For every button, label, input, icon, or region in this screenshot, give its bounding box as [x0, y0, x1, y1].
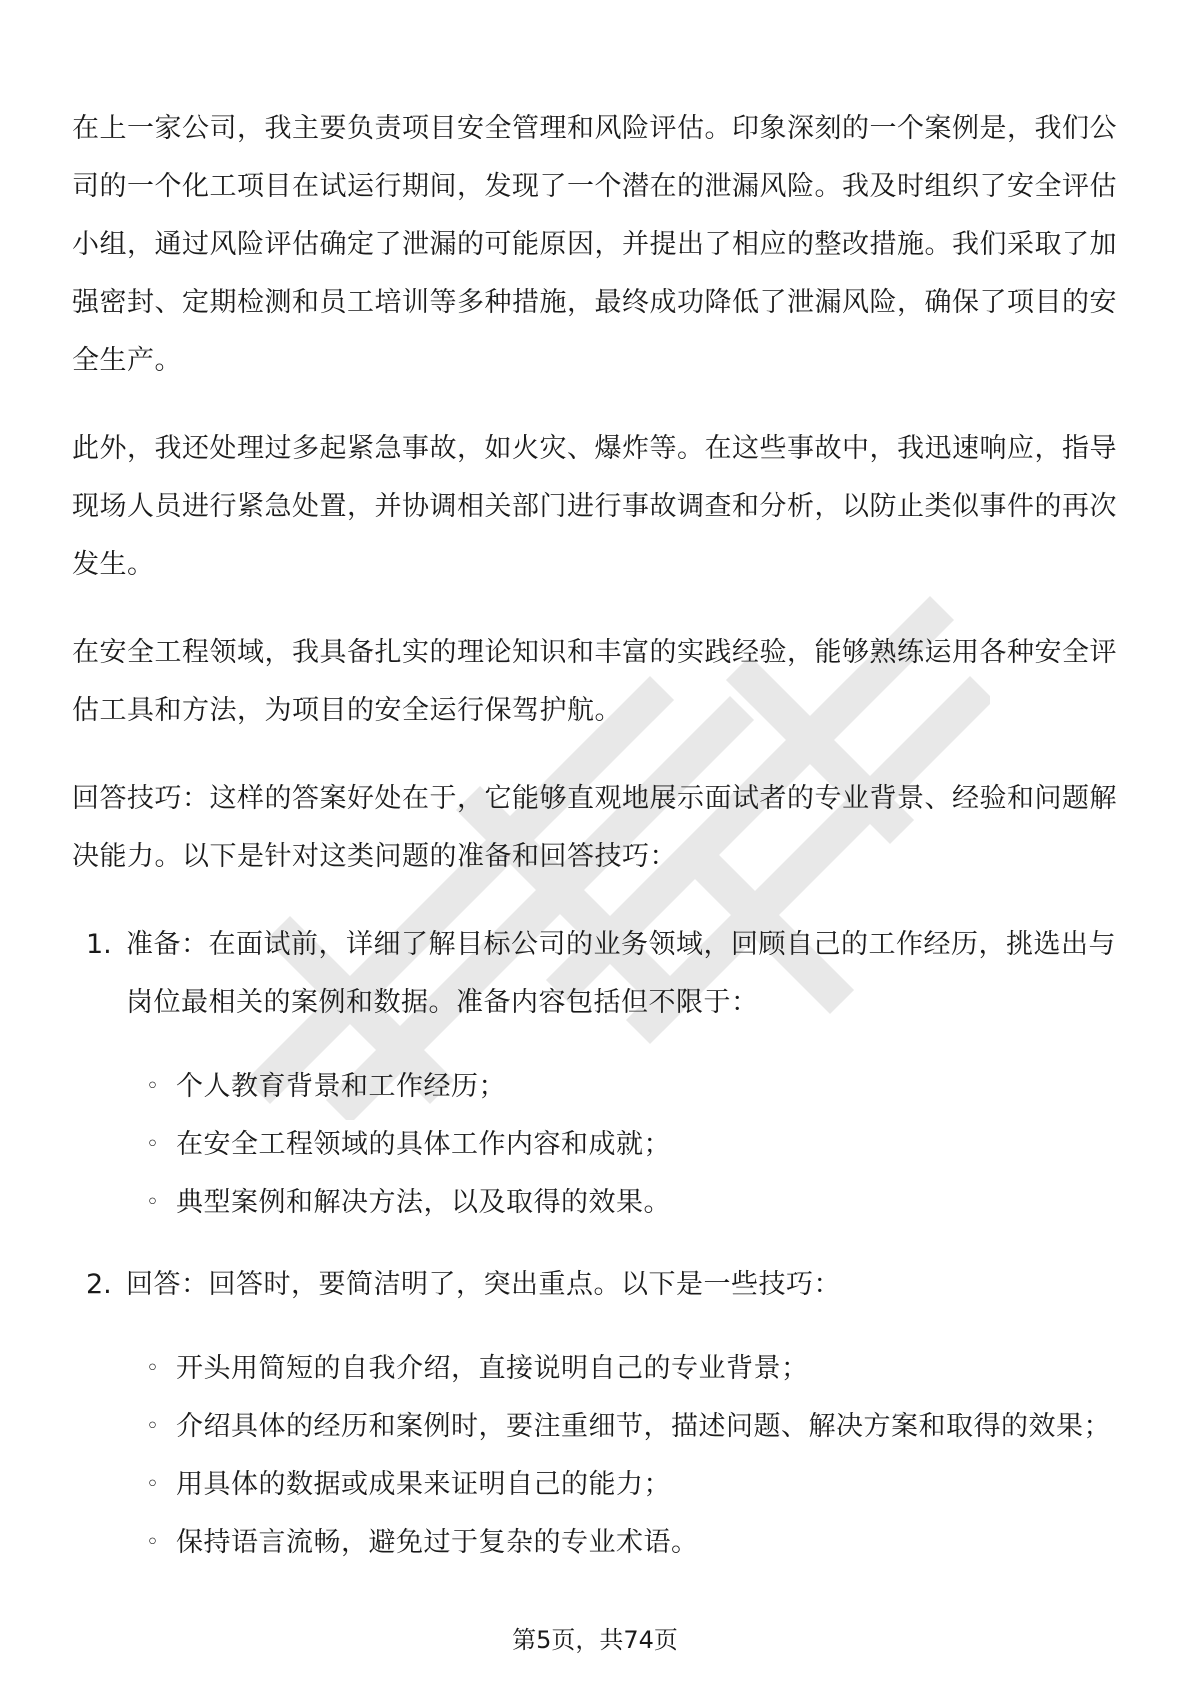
sub-list-item [126, 1340, 1120, 1398]
paragraph-expertise: 在安全工程领域，我具备扎实的理论知识和丰富的实践经验，能够熟练运用各种安全评估工具和方法，为项目的安全运行保驾护航。 [72, 637, 1117, 726]
tips-list [72, 916, 1120, 1572]
list-item [72, 916, 1120, 1232]
list-item-text: 准备：在面试前，详细了解目标公司的业务领域，回顾自己的工作经历，挑选出与岗位最相关的案例和数据。准备内容包括但不限于： [126, 929, 1116, 1018]
paragraph-emergency: 此外，我还处理过多起紧急事故，如火灾、爆炸等。在这些事故中，我迅速响应，指导现场人员进行紧急处置，并协调相关部门进行事故调查和分析，以防止类似事件的再次发生。 [72, 433, 1117, 580]
sub-list-item [126, 1058, 1120, 1116]
sub-list-item-text: 在安全工程领域的具体工作内容和成就； [176, 1129, 671, 1160]
document-body [72, 100, 1120, 1596]
sub-list-item [126, 1116, 1120, 1174]
sub-list-item-text: 个人教育背景和工作经历； [176, 1071, 506, 1102]
sub-list-item-text: 保持语言流畅，避免过于复杂的专业术语。 [176, 1527, 699, 1558]
sub-list-item [126, 1174, 1120, 1232]
sub-list-item-text: 用具体的数据或成果来证明自己的能力； [176, 1469, 671, 1500]
list-item-text: 回答：回答时，要简洁明了，突出重点。以下是一些技巧： [126, 1269, 841, 1300]
sub-list [126, 1340, 1120, 1572]
bullet-circle-icon: ◦ [146, 1356, 160, 1381]
sub-list-item-text: 典型案例和解决方法，以及取得的效果。 [176, 1187, 671, 1218]
paragraph-tips-intro: 回答技巧：这样的答案好处在于，它能够直观地展示面试者的专业背景、经验和问题解决能力。以下是针对这类问题的准备和回答技巧： [72, 783, 1117, 872]
sub-list-item-text: 开头用简短的自我介绍，直接说明自己的专业背景； [176, 1353, 809, 1384]
bullet-circle-icon: ◦ [146, 1132, 160, 1157]
page-footer: 第5页，共74页 [512, 1626, 678, 1654]
list-number: 2. [86, 1269, 112, 1300]
list-item [72, 1256, 1120, 1572]
sub-list [126, 1058, 1120, 1232]
bullet-circle-icon: ◦ [146, 1074, 160, 1099]
sub-list-item [126, 1398, 1120, 1456]
bullet-circle-icon: ◦ [146, 1530, 160, 1555]
sub-list-item [126, 1514, 1120, 1572]
sub-list-item [126, 1456, 1120, 1514]
list-number: 1. [86, 929, 112, 960]
bullet-circle-icon: ◦ [146, 1472, 160, 1497]
paragraph-experience: 在上一家公司，我主要负责项目安全管理和风险评估。印象深刻的一个案例是，我们公司的一个化工项目在试运行期间，发现了一个潜在的泄漏风险。我及时组织了安全评估小组，通过风险评估确定了泄漏的可能原因，并提出了相应的整改措施。我们采取了加强密封、定期检测和员工培训等多种措施，最终成功降低了泄漏风险，确保了项目的安全生产。 [72, 113, 1117, 376]
sub-list-item-text: 介绍具体的经历和案例时，要注重细节，描述问题、解决方案和取得的效果； [176, 1411, 1111, 1442]
bullet-circle-icon: ◦ [146, 1190, 160, 1215]
bullet-circle-icon: ◦ [146, 1414, 160, 1439]
